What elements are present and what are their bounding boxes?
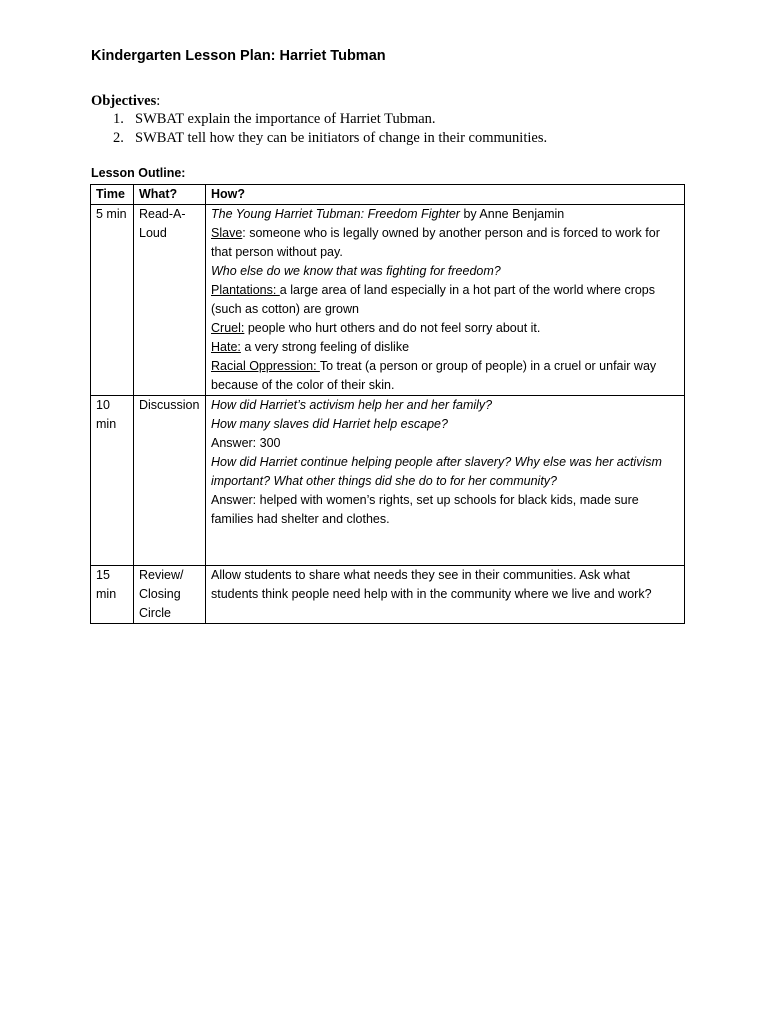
- cell-how: Allow students to share what needs they see in their communities. Ask what students think people need help with in the community where we live and work?: [206, 566, 685, 624]
- vocab-racial-oppression: [211, 357, 679, 395]
- table-row: [91, 566, 685, 624]
- objective-item: [113, 129, 547, 148]
- discussion-question: How did Harriet’s activism help her and her family?: [211, 398, 493, 412]
- objective-text: SWBAT tell how they can be initiators of change in their communities.: [135, 130, 548, 146]
- vocab-definition: : someone who is legally owned by another person and is forced to work for that person without pay.: [211, 226, 660, 259]
- vocab-term: Cruel:: [211, 321, 245, 335]
- objective-number: 1.: [113, 111, 124, 127]
- vocab-hate: [211, 338, 679, 357]
- cell-what: Read-A-Loud: [134, 205, 206, 396]
- vocab-definition: people who hurt others and do not feel sorry about it.: [244, 321, 541, 335]
- cell-what: Review/ Closing Circle: [134, 566, 206, 624]
- book-author: by Anne Benjamin: [459, 207, 565, 221]
- vocab-term: Racial Oppression:: [211, 359, 320, 373]
- table-row: [91, 396, 685, 566]
- cell-time: 10 min: [91, 396, 134, 566]
- vocab-definition: To treat (a person or group of people) in a cruel or unfair way because of the color of their skin.: [211, 359, 657, 392]
- discussion-question: How did Harriet continue helping people after slavery? Why else was her activism important? What other things did she do to for her community?: [211, 455, 662, 488]
- vocab-plantations: [211, 281, 679, 319]
- objectives-colon: :: [156, 93, 161, 109]
- header-what: What?: [134, 185, 206, 205]
- page-title: Kindergarten Lesson Plan: Harriet Tubman: [91, 48, 386, 64]
- cell-time: 15 min: [91, 566, 134, 624]
- objectives-list: [113, 110, 547, 148]
- cell-how: [206, 205, 685, 396]
- discussion-answer: Answer: helped with women’s rights, set up schools for black kids, made sure families had shelter and clothes.: [211, 493, 639, 526]
- objective-item: [113, 110, 547, 129]
- discussion-question: Who else do we know that was fighting for freedom?: [211, 264, 501, 278]
- book-title: The Young Harriet Tubman: Freedom Fighter: [211, 207, 460, 221]
- vocab-term: Hate:: [211, 340, 241, 354]
- lesson-outline-table: [90, 184, 685, 624]
- objectives-heading: [91, 93, 160, 110]
- vocab-definition: a very strong feeling of dislike: [240, 340, 410, 354]
- objective-number: 2.: [113, 130, 124, 146]
- vocab-slave: [211, 224, 679, 262]
- book-line: [211, 205, 679, 224]
- header-time: Time: [91, 185, 134, 205]
- table-row: [91, 205, 685, 396]
- discussion-question: How many slaves did Harriet help escape?: [211, 417, 448, 431]
- discussion-answer: Answer: 300: [211, 436, 281, 450]
- cell-how: [206, 396, 685, 566]
- vocab-term: Plantations:: [211, 283, 280, 297]
- header-how: How?: [206, 185, 685, 205]
- objective-text: SWBAT explain the importance of Harriet Tubman.: [135, 111, 436, 127]
- cell-what: Discussion: [134, 396, 206, 566]
- cell-time: 5 min: [91, 205, 134, 396]
- objectives-label: Objectives: [91, 93, 157, 109]
- vocab-cruel: [211, 319, 679, 338]
- table-header-row: [91, 185, 685, 205]
- vocab-term: Slave: [211, 226, 243, 240]
- vocab-definition: a large area of land especially in a hot part of the world where crops (such as cotton) are grown: [211, 283, 656, 316]
- lesson-outline-heading: Lesson Outline:: [91, 166, 186, 180]
